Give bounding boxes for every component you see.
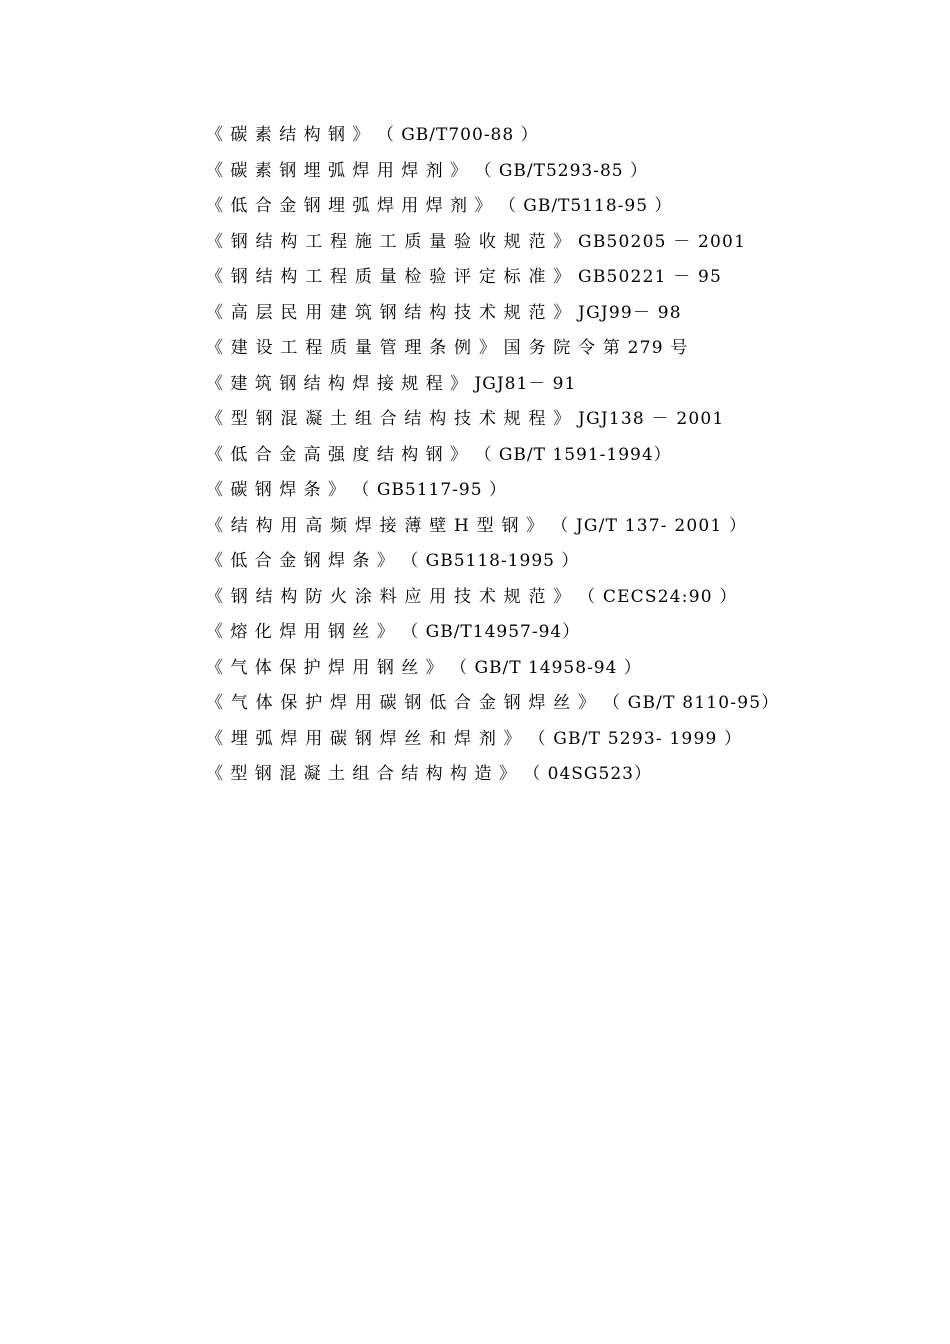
reference-entry: 《 钢 结 构 防 火 涂 料 应 用 技 术 规 范 》 （ CECS24:90 ）: [206, 586, 738, 607]
reference-entry: 《 建 筑 钢 结 构 焊 接 规 程 》 JGJ81－ 91: [206, 373, 577, 394]
reference-entry: 《 高 层 民 用 建 筑 钢 结 构 技 术 规 范 》 JGJ99－ 98: [206, 302, 682, 323]
reference-entry: 《 气 体 保 护 焊 用 钢 丝 》 （ GB/T 14958-94 ）: [206, 657, 642, 678]
reference-entry: 《 型 钢 混 凝 土 组 合 结 构 技 术 规 程 》 JGJ138 － 2001: [206, 409, 725, 429]
reference-entry: 《 钢 结 构 工 程 质 量 检 验 评 定 标 准 》 GB50221 － 95: [206, 267, 723, 287]
reference-entry: 《 结 构 用 高 频 焊 接 薄 壁 H 型 钢 》 （ JG/T 137- 2001 ）: [206, 515, 748, 536]
reference-entry: 《 气 体 保 护 焊 用 碳 钢 低 合 金 钢 焊 丝 》 （ GB/T 8110-95）: [206, 693, 780, 713]
reference-entry: 《 埋 弧 焊 用 碳 钢 焊 丝 和 焊 剂 》 （ GB/T 5293- 1999 ）: [206, 728, 743, 749]
reference-standards-list: [149, 118, 805, 793]
reference-entry: 《 熔 化 焊 用 钢 丝 》 （ GB/T14957-94）: [206, 622, 581, 642]
reference-entry: 《 建 设 工 程 质 量 管 理 条 例 》 国 务 院 令 第 279 号: [206, 338, 689, 358]
reference-entry: 《 碳 钢 焊 条 》 （ GB5117-95 ）: [206, 480, 507, 500]
reference-entry: 《 碳 素 结 构 钢 》 （ GB/T700-88 ）: [206, 125, 539, 145]
reference-entry: 《 低 合 金 钢 焊 条 》 （ GB5118-1995 ）: [206, 551, 580, 571]
reference-entry: 《 钢 结 构 工 程 施 工 质 量 验 收 规 范 》 GB50205 － 2001: [206, 231, 747, 252]
reference-entry: 《 低 合 金 钢 埋 弧 焊 用 焊 剂 》 （ GB/T5118-95 ）: [206, 196, 673, 216]
reference-entry: 《 型 钢 混 凝 土 组 合 结 构 构 造 》 （ 04SG523）: [206, 764, 652, 784]
reference-entry: 《 碳 素 钢 埋 弧 焊 用 焊 剂 》 （ GB/T5293-85 ）: [206, 160, 649, 181]
reference-entry: 《 低 合 金 高 强 度 结 构 钢 》 （ GB/T 1591-1994）: [206, 444, 672, 465]
